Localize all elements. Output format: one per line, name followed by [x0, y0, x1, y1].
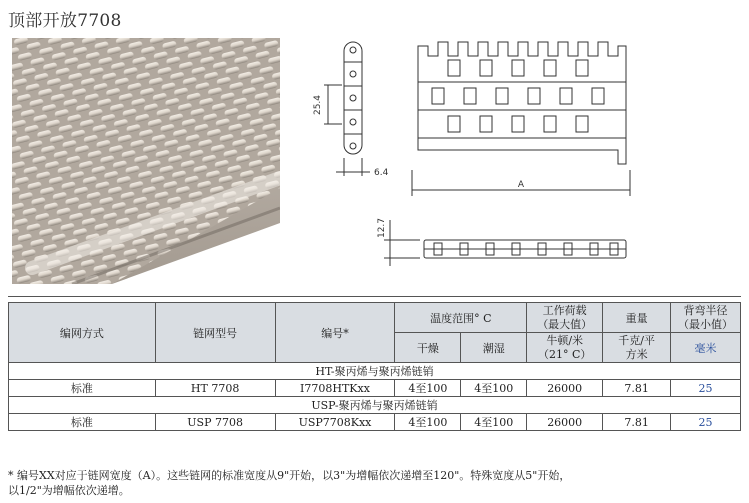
footnote	[8, 468, 741, 498]
header-load: 工作荷载 （最大值）	[527, 303, 603, 333]
header-wet: 潮湿	[461, 333, 527, 363]
cell-method: 标准	[9, 380, 156, 397]
cell-code: I7708HTKxx	[275, 380, 395, 397]
spec-table	[8, 302, 741, 431]
table-row	[9, 414, 741, 431]
header-weight-unit: 千克/平 方米	[603, 333, 671, 363]
header-load-unit: 牛顿/米 （21° C）	[527, 333, 603, 363]
cell-radius: 25	[671, 414, 741, 431]
cell-radius: 25	[671, 380, 741, 397]
header-radius-unit: 毫米	[671, 333, 741, 363]
page-title: 顶部开放7708	[8, 11, 122, 31]
cell-chain-type: USP 7708	[155, 414, 275, 431]
cell-dry: 4至100	[395, 380, 461, 397]
header-weight: 重量	[603, 303, 671, 333]
header-dry: 干燥	[395, 333, 461, 363]
cell-weight: 7.81	[603, 414, 671, 431]
product-photo	[12, 38, 280, 284]
header-chain-type: 链网型号	[155, 303, 275, 363]
cell-wet: 4至100	[461, 380, 527, 397]
thickness-dimension-label: 6.4	[374, 168, 389, 178]
cell-weight: 7.81	[603, 380, 671, 397]
header-method: 编网方式	[9, 303, 156, 363]
top-rule	[8, 296, 741, 297]
footnote-line-2: 以1/2"为增幅依次递增。	[8, 484, 130, 497]
pitch-dimension-label: 25.4	[313, 94, 323, 116]
header-code: 编号*	[275, 303, 395, 363]
side-view-drawing	[324, 42, 370, 176]
cell-load: 26000	[527, 380, 603, 397]
technical-drawings	[300, 30, 740, 285]
cell-code: USP7708Kxx	[275, 414, 395, 431]
cell-load: 26000	[527, 414, 603, 431]
table-row	[9, 380, 741, 397]
height-dimension-label: 12.7	[377, 217, 387, 239]
cell-method: 标准	[9, 414, 156, 431]
header-temp-range: 温度范围° C	[395, 303, 527, 333]
width-dimension-label: A	[517, 180, 525, 190]
section-title: HT-聚丙烯与聚丙烯链销	[9, 363, 741, 380]
cell-wet: 4至100	[461, 414, 527, 431]
header-radius: 背弯半径 （最小值）	[671, 303, 741, 333]
section-title: USP-聚丙烯与聚丙烯链销	[9, 397, 741, 414]
end-view-drawing	[384, 220, 626, 266]
footnote-line-1: * 编号XX对应于链网宽度（A）。这些链网的标准宽度从9"开始，以3"为增幅依次递增至120"。特殊宽度从5"开始，	[8, 469, 571, 482]
cell-chain-type: HT 7708	[155, 380, 275, 397]
cell-dry: 4至100	[395, 414, 461, 431]
top-view-drawing	[412, 42, 630, 196]
belt-photo-illustration	[12, 38, 280, 284]
